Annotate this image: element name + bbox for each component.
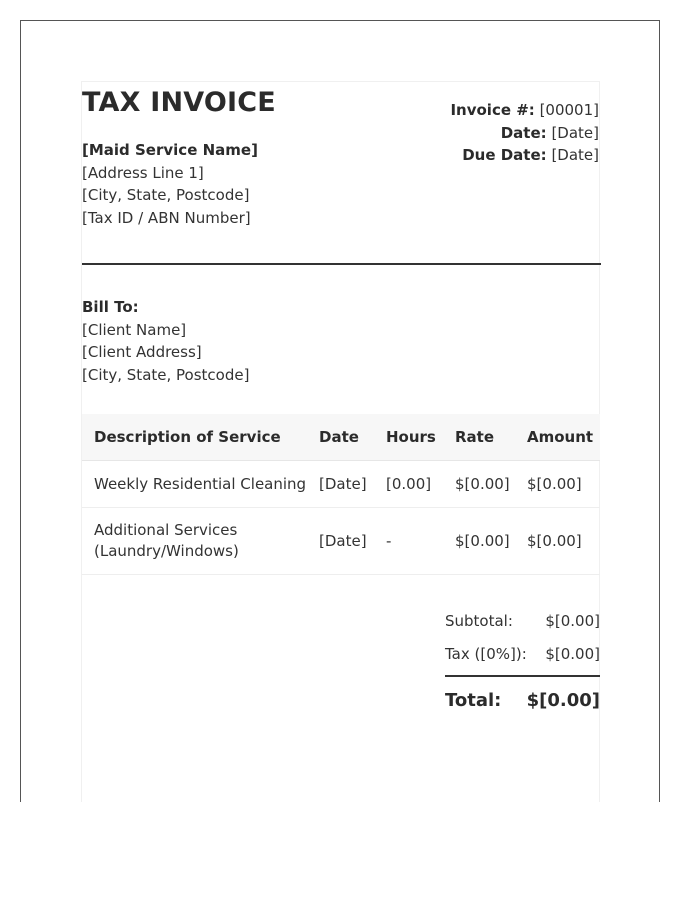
services-table — [82, 414, 600, 575]
total-label: Total: — [445, 690, 502, 711]
client-city: [City, State, Postcode] — [82, 365, 250, 384]
header-date: Date — [319, 414, 386, 461]
company-address: [Address Line 1] — [82, 163, 204, 182]
cell-rate: $[0.00] — [455, 508, 527, 575]
header-rate: Rate — [455, 414, 527, 461]
invoice-title: TAX INVOICE — [82, 87, 276, 118]
cell-date: [Date] — [319, 508, 386, 575]
table-header-row — [82, 414, 600, 461]
due-date-label: Due Date: — [462, 146, 547, 164]
cell-rate: $[0.00] — [455, 461, 527, 508]
company-name: [Maid Service Name] — [82, 141, 258, 159]
totals-block — [445, 609, 600, 717]
header-divider — [82, 263, 601, 265]
total-row — [445, 689, 600, 717]
invoice-date-row — [450, 122, 599, 145]
client-name: [Client Name] — [82, 320, 187, 339]
company-tax-id: [Tax ID / ABN Number] — [82, 208, 251, 227]
invoice-date-label: Date: — [500, 123, 547, 142]
invoice-number-value: [00001] — [539, 101, 599, 119]
invoice-meta — [450, 99, 599, 167]
total-value: $[0.00] — [526, 690, 600, 711]
cell-amount: $[0.00] — [527, 508, 600, 575]
subtotal-label: Subtotal: — [445, 612, 513, 630]
totals-divider — [445, 675, 600, 677]
cell-date: [Date] — [319, 461, 386, 508]
invoice-number-label: Invoice #: — [450, 101, 535, 119]
invoice-document — [81, 81, 600, 802]
due-date-row — [450, 144, 599, 167]
cell-description: Weekly Residential Cleaning — [82, 461, 319, 508]
tax-value: $[0.00] — [545, 645, 600, 663]
tax-row — [445, 642, 600, 675]
header-hours: Hours — [386, 414, 455, 461]
invoice-date-value: [Date] — [551, 123, 599, 142]
cell-hours: [0.00] — [386, 461, 455, 508]
invoice-number-row — [450, 99, 599, 122]
due-date-value: [Date] — [551, 146, 599, 164]
company-city: [City, State, Postcode] — [82, 186, 250, 204]
subtotal-value: $[0.00] — [545, 612, 600, 630]
table-row — [82, 461, 600, 508]
header-amount: Amount — [527, 414, 600, 461]
cell-hours: - — [386, 508, 455, 575]
header-description: Description of Service — [82, 414, 319, 461]
tax-label: Tax ([0%]): — [445, 645, 527, 663]
cell-amount: $[0.00] — [527, 461, 600, 508]
bill-to-block — [82, 296, 249, 386]
company-block — [82, 139, 258, 229]
bill-to-label: Bill To: — [82, 298, 139, 316]
client-address: [Client Address] — [82, 343, 202, 361]
table-row — [82, 508, 600, 575]
subtotal-row — [445, 609, 600, 642]
cell-description: Additional Services (Laundry/Windows) — [82, 508, 319, 575]
